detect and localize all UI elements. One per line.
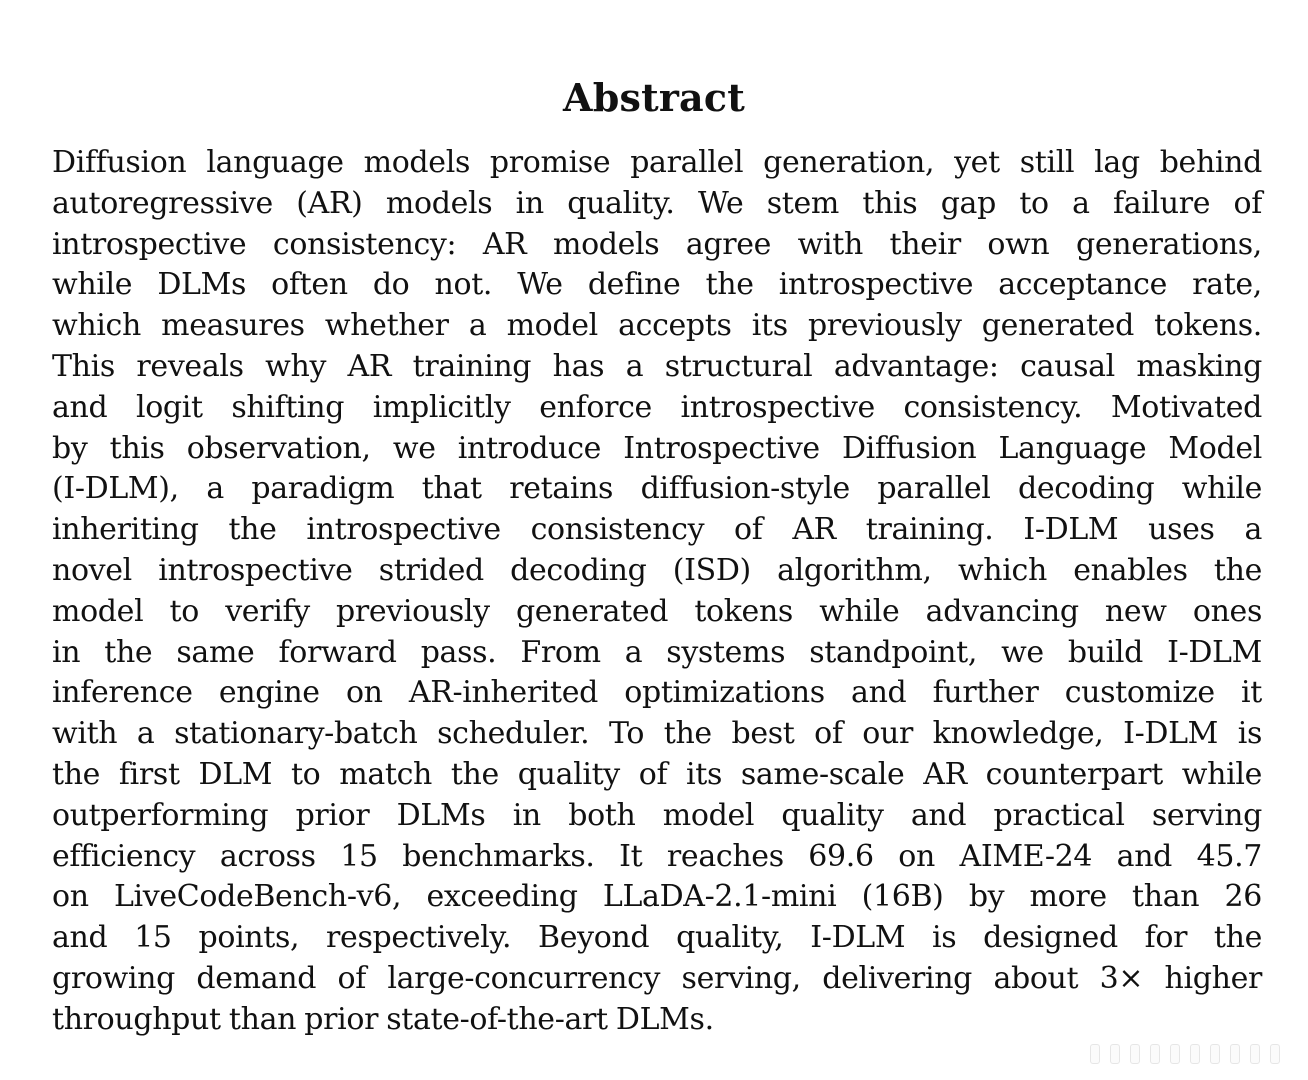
abstract-line: autoregressive (AR) models in quality. We stem this gap to a failure of — [52, 185, 1262, 221]
abstract-line: efficiency across 15 benchmarks. It reaches 69.6 on AIME-24 and 45.7 — [52, 838, 1262, 874]
watermark-mark — [1190, 1044, 1200, 1064]
watermark-mark — [1230, 1044, 1240, 1064]
abstract-line: which measures whether a model accepts its previously generated tokens. — [52, 308, 1262, 344]
abstract-line: in the same forward pass. From a systems standpoint, we build I-DLM — [52, 634, 1262, 670]
abstract-line: by this observation, we introduce Introspective Diffusion Language Model — [52, 430, 1262, 466]
watermark-mark — [1170, 1044, 1180, 1064]
abstract-title: Abstract — [563, 75, 745, 121]
abstract-line: Diffusion language models promise parallel generation, yet still lag behind — [52, 145, 1262, 180]
watermark-mark — [1090, 1044, 1100, 1064]
watermark-mark — [1270, 1044, 1280, 1064]
faint-watermark — [980, 1044, 1280, 1064]
abstract-line: on LiveCodeBench-v6, exceeding LLaDA-2.1-mini (16B) by more than 26 — [52, 879, 1262, 915]
abstract-body — [52, 143, 1262, 1041]
abstract-line: with a stationary-batch scheduler. To the best of our knowledge, I-DLM is — [52, 716, 1262, 752]
abstract-line: inheriting the introspective consistency of AR training. I-DLM uses a — [52, 512, 1262, 548]
abstract-line: and logit shifting implicitly enforce introspective consistency. Motivated — [52, 389, 1262, 425]
watermark-mark — [1210, 1044, 1220, 1064]
abstract-line: inference engine on AR-inherited optimizations and further customize it — [52, 675, 1262, 711]
watermark-mark — [1150, 1044, 1160, 1064]
abstract-line: novel introspective strided decoding (ISD) algorithm, which enables the — [52, 552, 1262, 588]
abstract-line: the first DLM to match the quality of its same-scale AR counterpart while — [52, 756, 1262, 792]
abstract-line: while DLMs often do not. We define the introspective acceptance rate, — [52, 267, 1262, 303]
abstract-line: and 15 points, respectively. Beyond quality, I-DLM is designed for the — [52, 920, 1262, 956]
abstract-line: model to verify previously generated tokens while advancing new ones — [52, 593, 1262, 629]
abstract-line: outperforming prior DLMs in both model quality and practical serving — [52, 797, 1262, 833]
abstract-line: This reveals why AR training has a structural advantage: causal masking — [52, 348, 1262, 384]
abstract-line: growing demand of large-concurrency serving, delivering about 3× higher — [52, 960, 1262, 996]
abstract-line: (I-DLM), a paradigm that retains diffusion-style parallel decoding while — [52, 471, 1262, 507]
abstract-line-last: throughput than prior state-of-the-art DLMs. — [52, 1001, 714, 1037]
watermark-mark — [1110, 1044, 1120, 1064]
watermark-mark — [1130, 1044, 1140, 1064]
watermark-mark — [1250, 1044, 1260, 1064]
abstract-line: introspective consistency: AR models agree with their own generations, — [52, 226, 1262, 262]
